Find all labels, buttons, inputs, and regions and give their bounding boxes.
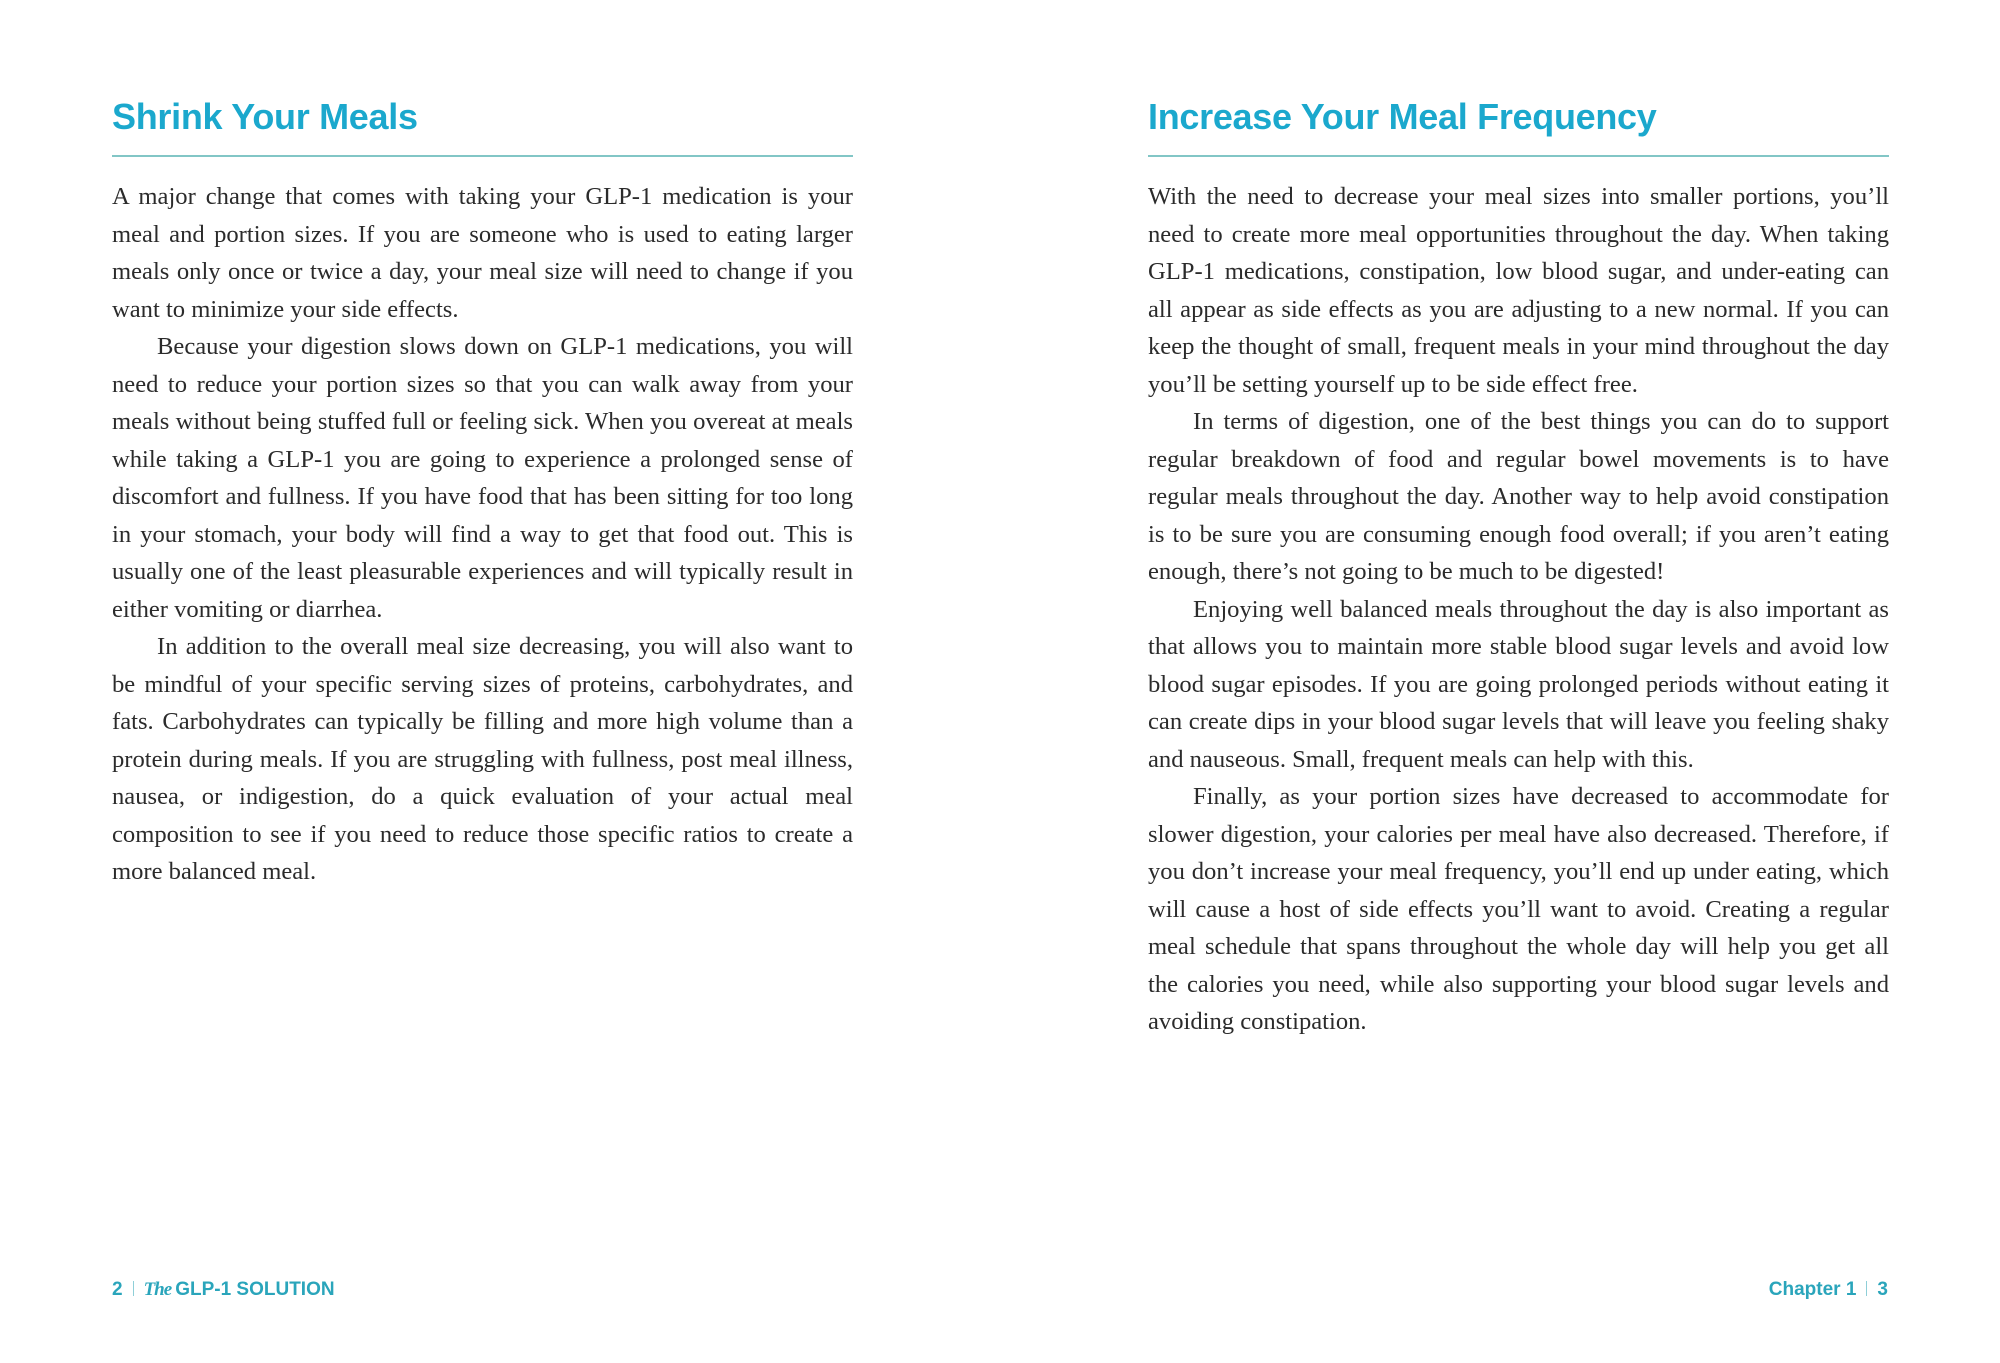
chapter-label: Chapter 1 xyxy=(1768,1279,1857,1300)
paragraph: Enjoying well balanced meals throughout the day is also important as that allows you to maintain more stable blood sugar levels and avoid low blood sugar episodes. If you are going prolonged periods without eating it can create dips in your blood sugar levels that will leave you feeling shaky and nauseous. Small, frequent meals can help with this. xyxy=(1148,595,1889,773)
paragraph: Finally, as your portion sizes have decreased to accommodate for slower digestion, your calories per meal have also decreased. Therefore, if you don’t increase your meal frequency, you’ll end up under eating, which will cause a host of side effects you’ll want to avoid. Creating a regular meal schedule that spans throughout the whole day will help you get all the calories you need, while also supporting your blood sugar levels and avoiding constipation. xyxy=(1148,783,1889,1035)
footer-divider xyxy=(1866,1281,1867,1296)
heading-rule xyxy=(1148,155,1889,157)
book-title: GLP-1 SOLUTION xyxy=(175,1279,335,1300)
page-number: 3 xyxy=(1877,1279,1888,1300)
paragraph: In addition to the overall meal size decreasing, you will also want to be mindful of your specific serving sizes of proteins, carbohydrates, and fats. Carbohydrates can typically be filling and more high volume than a protein during meals. If you are struggling with fullness, post meal illness, nausea, or indigestion, do a quick evaluation of your actual meal composition to see if you need to reduce those specific ratios to create a more balanced meal. xyxy=(112,633,853,885)
paragraph: In terms of digestion, one of the best things you can do to support regular breakdown of food and regular bowel movements is to have regular meals throughout the day. Another way to help avoid constipation is to be sure you are consuming enough food overall; if you aren’t eating enough, there’s not going to be much to be digested! xyxy=(1148,408,1889,585)
paragraph: A major change that comes with taking your GLP-1 medication is your meal and portion sizes. If you are someone who is used to eating larger meals only once or twice a day, your meal size will need to change if you want to minimize your side effects. xyxy=(112,183,853,323)
book-title-script: The xyxy=(143,1279,172,1300)
page-footer-right xyxy=(1769,1278,1888,1302)
right-page xyxy=(1000,0,2000,1363)
paragraph: Because your digestion slows down on GLP-1 medications, you will need to reduce your portion sizes so that you can walk away from your meals without being stuffed full or feeling sick. When you overeat at meals while taking a GLP-1 you are going to experience a prolonged sense of discomfort and fullness. If you have food that has been sitting for too long in your stomach, your body will find a way to get that food out. This is usually one of the least pleasurable experiences and will typically result in either vomiting or diarrhea. xyxy=(112,333,853,623)
page-footer-left xyxy=(112,1278,335,1302)
page-number: 2 xyxy=(112,1279,123,1300)
footer-divider xyxy=(133,1281,134,1296)
body-text xyxy=(112,178,853,891)
section-heading-meal-frequency: Increase Your Meal Frequency xyxy=(1148,96,1657,137)
section-heading-shrink-meals: Shrink Your Meals xyxy=(112,96,418,137)
paragraph: With the need to decrease your meal sizes into smaller portions, you’ll need to create more meal opportunities throughout the day. When taking GLP-1 medications, constipation, low blood sugar, and under-eating can all appear as side effects as you are adjusting to a new normal. If you can keep the thought of small, frequent meals in your mind throughout the day you’ll be setting yourself up to be side effect free. xyxy=(1148,183,1889,398)
body-text xyxy=(1148,178,1889,1041)
heading-rule xyxy=(112,155,853,157)
